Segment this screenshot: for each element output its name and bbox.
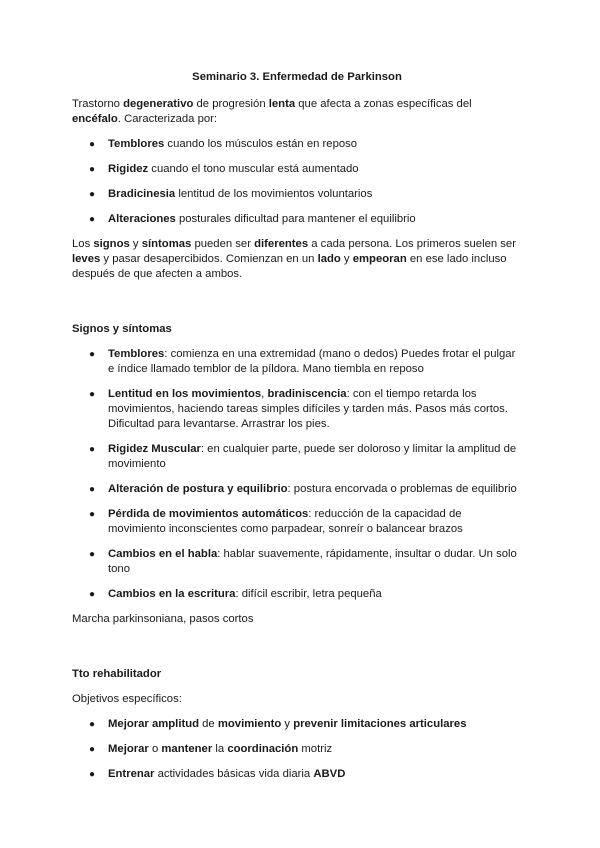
bullet-icon: ● <box>89 589 96 600</box>
bullet-icon: ● <box>89 484 96 495</box>
list-item: ● Rigidez Muscular: en cualquier parte, puede ser doloroso y limitar la amplitud de movimiento <box>89 443 517 470</box>
bullet-icon: ● <box>89 349 96 360</box>
bullet-icon: ● <box>89 389 96 400</box>
list-item: ● Temblores: comienza en una extremidad (mano o dedos) Puedes frotar el pulgar e índice llamado temblor de la píldora. Mano tiembla en reposo <box>89 348 516 375</box>
bullet-icon: ● <box>89 509 96 520</box>
list-item: ● Cambios en la escritura: difícil escribir, letra pequeña <box>89 588 382 600</box>
list-item: ● Bradicinesia lentitud de los movimientos voluntarios <box>89 188 373 200</box>
list-item: ● Alteraciones posturales dificultad para mantener el equilibrio <box>89 213 416 225</box>
bullet-icon: ● <box>89 549 96 560</box>
list-item: ● Cambios en el habla: hablar suavemente, rápidamente, insultar o dudar. Un solo tono <box>89 548 517 575</box>
signos-list <box>72 347 522 602</box>
bullet-icon: ● <box>89 214 96 225</box>
section-title-tto: Tto rehabilitador <box>72 668 162 680</box>
bullet-icon: ● <box>89 719 96 730</box>
list-item: ● Pérdida de movimientos automáticos: reducción de la capacidad de movimiento inconscientes como parpadear, sonreír o balancear brazos <box>89 508 463 535</box>
bullet-icon: ● <box>89 189 96 200</box>
characteristics-list <box>72 137 522 227</box>
bullet-icon: ● <box>89 164 96 175</box>
bullet-icon: ● <box>89 444 96 455</box>
list-item: ● Entrenar actividades básicas vida diaria ABVD <box>89 768 346 780</box>
bullet-icon: ● <box>89 139 96 150</box>
list-item: ● Alteración de postura y equilibrio: postura encorvada o problemas de equilibrio <box>89 483 517 495</box>
document-title: Seminario 3. Enfermedad de Parkinson <box>192 71 402 83</box>
list-item: ● Mejorar o mantener la coordinación motriz <box>89 743 333 755</box>
marcha-paragraph: Marcha parkinsoniana, pasos cortos <box>72 613 254 625</box>
list-item: ● Rigidez cuando el tono muscular está aumentado <box>89 163 359 175</box>
list-item: ● Lentitud en los movimientos, bradiniscencia: con el tiempo retarda los movimientos, haciendo tareas simples difíciles y tarden más. Pasos más cortos. Dificultad para levantarse. Arrastrar los pies. <box>89 388 508 430</box>
signs-description-paragraph: Los signos y síntomas pueden ser diferentes a cada persona. Los primeros suelen ser leves y pasar desapercibidos. Comienzan en un lado y empeoran en ese lado incluso después de que afecten a ambos. <box>72 238 516 280</box>
document-page <box>72 70 522 792</box>
bullet-icon: ● <box>89 769 96 780</box>
objetivos-list <box>72 717 522 782</box>
section-title-signos: Signos y síntomas <box>72 323 172 335</box>
intro-paragraph: Trastorno degenerativo de progresión lenta que afecta a zonas específicas del encéfalo. Caracterizada por: <box>72 98 472 125</box>
objetivos-label: Objetivos específicos: <box>72 693 182 705</box>
list-item: ● Mejorar amplitud de movimiento y prevenir limitaciones articulares <box>89 718 467 730</box>
list-item: ● Temblores cuando los músculos están en reposo <box>89 138 358 150</box>
bullet-icon: ● <box>89 744 96 755</box>
